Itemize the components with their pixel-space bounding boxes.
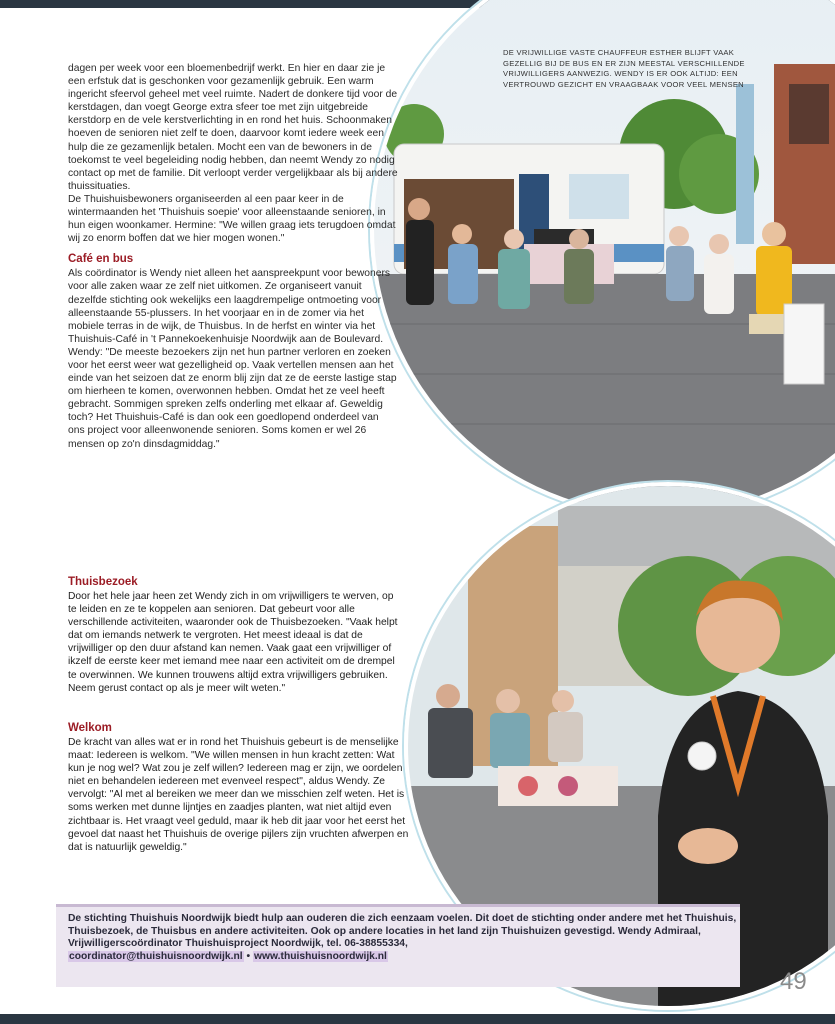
info-box-text xyxy=(68,913,738,963)
link-separator: • xyxy=(246,950,251,962)
heading-cafe-en-bus: Café en bus xyxy=(68,253,134,266)
welkom-section xyxy=(68,721,413,854)
info-box-links xyxy=(68,951,388,962)
website-link[interactable]: www.thuishuisnoordwijk.nl xyxy=(254,950,387,962)
thuisbezoek-paragraph: Door het hele jaar heen zet Wendy zich in om vrijwilligers te werven, op te leiden en ze te koppelen aan senioren. Dat gebeurt voor alle verschillende activiteiten, waaronder ook de Thuisbezoeken. "Vaak helpt dat om iemands netwerk te vergroten. Het meest ideaal is dat de vrijwilliger op den duur afstand kan nemen. Vaak gaat een vrijwilliger of ikzelf de eerste keer met iemand mee naar een activiteit om de drempel te overwinnen. We kunnen trouwens altijd extra vrijwilligers gebruiken. Neem gerust contact op als je meer wilt weten." xyxy=(68,591,398,694)
cafe-paragraph: Als coördinator is Wendy niet alleen het aanspreekpunt voor bewoners voor alle zaken waar ze zelf niet uitkomen. Ze organiseert vanuit dezelfde stichting ook wekelijks een laagdrempelige ontmoeting voor alleenstaande 55-plussers. In het voorjaar en in de zomer via het mobiele terras in de wijk, de Thuisbus. In de herfst en winter via het Thuishuis-Café in 't Pannekoekenhuisje Noordwijk aan de Boulevard. Wendy: "De meeste bezoekers zijn net hun partner verloren en zoeken voor het eerst weer wat gezelligheid op. Vaak vertellen mensen aan het einde van het seizoen dat ze enorm blij zijn dat ze de eerste lastige stap om hierheen te komen, overwonnen hebben. Omdat het ze veel heeft gebracht. Sommigen spreken zelfs onderling met elkaar af. Geweldig toch? Het Thuishuis-Café is dan ook een goedlopend onderdeel van ons project voor alleenwonende senioren. Soms komen er wel 26 mensen op zo'n dinsdagmiddag." xyxy=(68,268,397,450)
thuisbezoek-section xyxy=(68,568,398,695)
email-link[interactable]: coordinator@thuishuisnoordwijk.nl xyxy=(69,950,243,962)
article-column xyxy=(68,62,398,451)
heading-thuisbezoek: Thuisbezoek xyxy=(68,576,138,588)
photo-caption: DE VRIJWILLIGE VASTE CHAUFFEUR ESTHER BLIJFT VAAK GEZELLIG BIJ DE BUS EN ER ZIJN MEESTAL VERSCHILLENDE VRIJWILLIGERS AANWEZIG. WENDY IS ER OOK ALTIJD: EEN VERTROUWD GEZICHT EN VRAAGBAAK VOOR VEEL MENSEN xyxy=(503,48,745,89)
page-number: 49 xyxy=(780,968,807,995)
bottom-frame-bar xyxy=(0,1014,835,1024)
heading-welkom: Welkom xyxy=(68,722,112,734)
info-box-body: De stichting Thuishuis Noordwijk biedt hulp aan ouderen die zich eenzaam voelen. Dit doet de stichting onder andere met het Thuishuis, Thuisbezoek, de Thuisbus en andere activiteiten. Ook op andere locaties in het land zijn Thuishuizen gevestigd. Wendy Admiraal, Vrijwilligerscoördinator Thuishuisproject Noordwijk, tel. 06-38855334, xyxy=(68,913,737,950)
welkom-paragraph: De kracht van alles wat er in rond het Thuishuis gebeurt is de menselijke maat: Iedereen is welkom. "We willen mensen in hun kracht zetten: Wat kun je nog wel? Wat zou je zelf willen? Iedereen mag er zijn, we oordelen niet en behandelen iedereen met evenveel respect", aldus Wendy. Ze vervolgt: "Al met al bereiken we meer dan we misschien zelf weten. Het is soms werken met dunne lijntjes en zaadjes planten, wat niet altijd even zichtbaar is. Het vraagt veel geduld, maar ik heb dit jaar voor het eerst het gevoel dat naast het Thuishuis de overige pijlers zijn vruchten afwerpen en dat is natuurlijk geweldig." xyxy=(68,737,409,853)
intro-paragraph-2: De Thuishuisbewoners organiseerden al een paar keer in de wintermaanden het 'Thuishuis soepie' voor alleenstaande senioren, in hun eigen woonkamer. Hermine: "We willen graag iets terugdoen omdat wij zo enorm boffen dat we hier mogen wonen." xyxy=(68,193,396,245)
intro-paragraph: dagen per week voor een bloemenbedrijf werkt. En hier en daar zie je een erfstuk dat is geschonken voor gezamenlijk gebruik. Een warm ingericht sfeervol geheel met veel ruimte. Nadert de donkere tijd voor de kerstdagen, dan voegt George extra sfeer toe met zijn uitgebreide kerstdorp en de vele kerstverlichting in en rond het huis. Schoonmaken hoeven de senioren niet zelf te doen, daarvoor komt iedere week een hulp die ze gezamenlijk betalen. Mocht een van de bewoners in de toekomst te veel begeleiding nodig hebben, dan neemt Wendy zo nodig contact op met de familie. Dit verloopt verder vergelijkbaar als bij andere thuissituaties. xyxy=(68,63,398,192)
